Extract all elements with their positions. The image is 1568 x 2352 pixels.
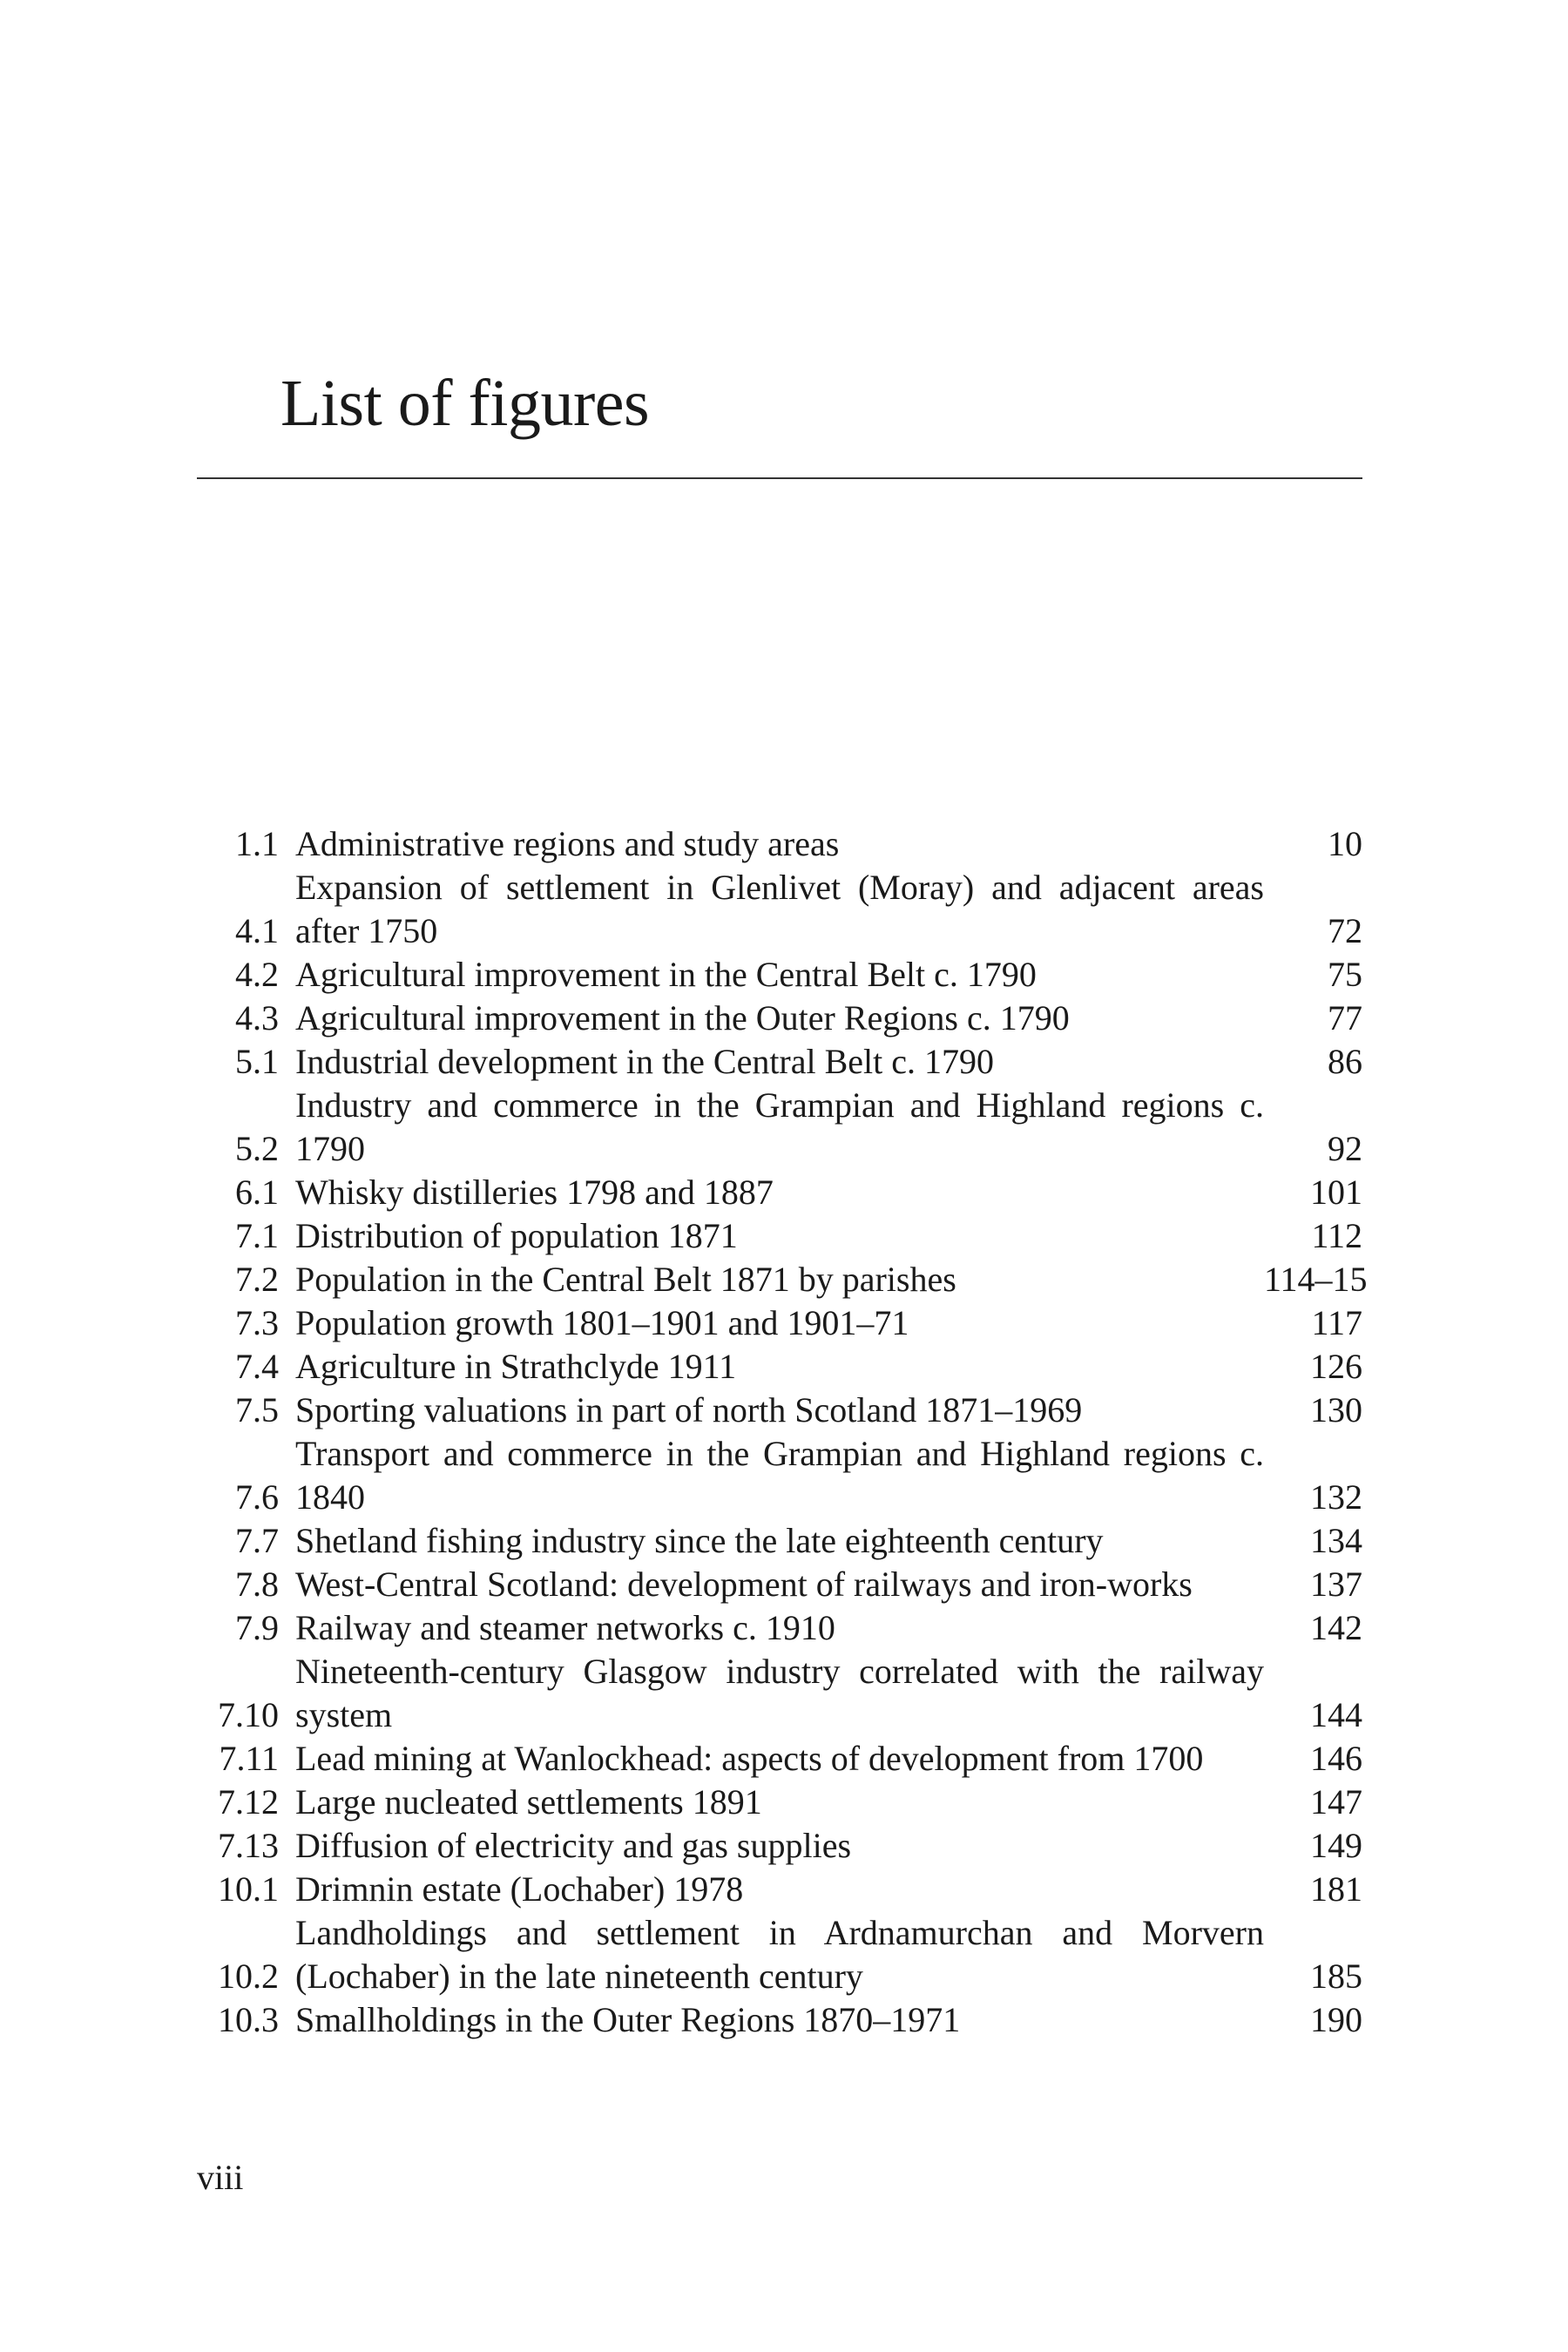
figure-number: 10.2: [218, 1957, 279, 1996]
figure-page: 86: [1328, 1042, 1362, 1081]
figure-entry: [174, 1737, 1362, 1781]
figure-list: [174, 822, 1368, 2042]
figure-number: 4.2: [235, 955, 279, 994]
figure-title: Sporting valuations in part of north Scotland 1871–1969: [295, 1390, 1083, 1429]
figure-title: Agricultural improvement in the Outer Regions c. 1790: [295, 998, 1070, 1037]
figure-entry: [174, 1868, 1362, 1911]
figure-number: 7.10: [218, 1695, 279, 1734]
figure-title: West-Central Scotland: development of railways and iron-works: [295, 1565, 1193, 1604]
figure-page: 142: [1310, 1608, 1362, 1647]
figure-entry: [174, 1563, 1362, 1606]
figure-entry: [174, 1171, 1362, 1214]
figure-entry: [174, 953, 1362, 997]
figure-entry: [174, 1911, 1362, 1998]
figure-entry: [174, 1214, 1362, 1258]
figure-title: Large nucleated settlements 1891: [295, 1782, 762, 1821]
figure-number: 7.2: [235, 1260, 279, 1299]
figure-title: Railway and steamer networks c. 1910: [295, 1608, 835, 1647]
figure-number: 7.6: [235, 1477, 279, 1517]
figure-page: 130: [1310, 1390, 1362, 1429]
figure-number: 7.13: [218, 1826, 279, 1865]
figure-title: Industry and commerce in the Grampian and Highland regions c. 1790: [295, 1085, 1264, 1168]
figure-entry: [174, 1650, 1362, 1737]
figure-page: 185: [1310, 1957, 1362, 1996]
figure-number: 7.3: [235, 1303, 279, 1342]
figure-number: 1.1: [235, 824, 279, 863]
figure-title: Agricultural improvement in the Central Belt c. 1790: [295, 955, 1037, 994]
figure-page: 101: [1310, 1173, 1362, 1212]
figure-entry: [174, 1824, 1362, 1868]
figure-page: 132: [1310, 1477, 1362, 1517]
figure-number: 6.1: [235, 1173, 279, 1212]
figure-number: 4.3: [235, 998, 279, 1037]
figure-number: 4.1: [235, 911, 279, 950]
figure-number: 7.9: [235, 1608, 279, 1647]
figure-page: 137: [1310, 1565, 1362, 1604]
figure-page: 147: [1310, 1782, 1362, 1821]
figure-title: Smallholdings in the Outer Regions 1870–1971: [295, 2000, 961, 2039]
figure-entry: [174, 1432, 1362, 1519]
figure-title: Shetland fishing industry since the late eighteenth century: [295, 1521, 1104, 1560]
figure-title: Expansion of settlement in Glenlivet (Moray) and adjacent areas after 1750: [295, 868, 1264, 950]
figure-page: 92: [1328, 1129, 1362, 1168]
figure-title: Industrial development in the Central Belt c. 1790: [295, 1042, 995, 1081]
figure-number: 5.2: [235, 1129, 279, 1168]
figure-number: 7.4: [235, 1347, 279, 1386]
figure-page: 75: [1328, 955, 1362, 994]
figure-entry: [174, 1345, 1362, 1389]
figure-page: 134: [1310, 1521, 1362, 1560]
figure-page: 77: [1328, 998, 1362, 1037]
figure-number: 7.12: [218, 1782, 279, 1821]
figure-number: 7.11: [219, 1739, 279, 1778]
figure-number: 5.1: [235, 1042, 279, 1081]
page-folio: viii: [197, 2158, 244, 2197]
figure-title: Administrative regions and study areas: [295, 824, 840, 863]
title-rule: [197, 477, 1362, 479]
figure-title: Diffusion of electricity and gas supplies: [295, 1826, 852, 1865]
figure-entry: [174, 1040, 1362, 1084]
figure-title: Landholdings and settlement in Ardnamurchan and Morvern (Lochaber) in the late nineteenth century: [295, 1913, 1264, 1996]
figure-title: Distribution of population 1871: [295, 1216, 738, 1255]
figure-page: 149: [1310, 1826, 1362, 1865]
figure-entry: [174, 822, 1362, 866]
figure-entry: [174, 1781, 1362, 1824]
figure-entry: [174, 866, 1362, 953]
figure-number: 7.1: [235, 1216, 279, 1255]
figure-page: 126: [1310, 1347, 1362, 1386]
figure-title: Drimnin estate (Lochaber) 1978: [295, 1869, 744, 1909]
figure-page: 112: [1311, 1216, 1362, 1255]
figure-page: 181: [1310, 1869, 1362, 1909]
figure-number: 10.1: [218, 1869, 279, 1909]
figure-entry: [174, 1998, 1362, 2042]
figure-title: Agriculture in Strathclyde 1911: [295, 1347, 737, 1386]
figure-title: Population growth 1801–1901 and 1901–71: [295, 1303, 909, 1342]
figure-title: Transport and commerce in the Grampian and Highland regions c. 1840: [295, 1434, 1264, 1517]
figure-number: 7.8: [235, 1565, 279, 1604]
figure-title: Nineteenth-century Glasgow industry correlated with the railway system: [295, 1652, 1264, 1734]
figure-page: 114–15: [1264, 1260, 1368, 1299]
figure-entry: [174, 1084, 1362, 1171]
figure-number: 7.7: [235, 1521, 279, 1560]
page-title: List of figures: [280, 367, 650, 440]
figure-title: Population in the Central Belt 1871 by parishes: [295, 1260, 956, 1299]
figure-title: Whisky distilleries 1798 and 1887: [295, 1173, 774, 1212]
figure-entry: [174, 1606, 1362, 1650]
figure-page: 146: [1310, 1739, 1362, 1778]
figure-page: 10: [1328, 824, 1362, 863]
figure-entry: [174, 1389, 1362, 1432]
figure-title: Lead mining at Wanlockhead: aspects of development from 1700: [295, 1739, 1204, 1778]
figure-page: 72: [1328, 911, 1362, 950]
figure-entry: [174, 1258, 1368, 1301]
figure-page: 190: [1310, 2000, 1362, 2039]
figure-entry: [174, 997, 1362, 1040]
figure-entry: [174, 1519, 1362, 1563]
figure-page: 144: [1310, 1695, 1362, 1734]
figure-number: 10.3: [218, 2000, 279, 2039]
figure-page: 117: [1311, 1303, 1362, 1342]
figure-entry: [174, 1301, 1362, 1345]
figure-number: 7.5: [235, 1390, 279, 1429]
